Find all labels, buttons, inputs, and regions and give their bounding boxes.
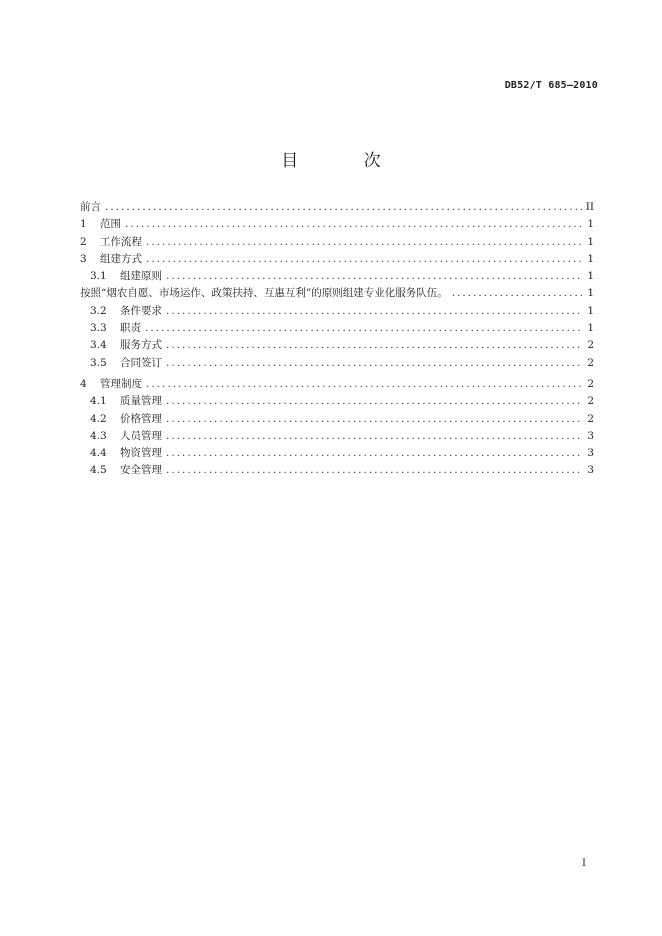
toc-entry[interactable]	[80, 285, 594, 302]
toc-leader-dots	[146, 376, 582, 393]
toc-entry[interactable]	[80, 393, 594, 410]
toc-leader-dots	[105, 199, 582, 216]
toc-entry-title: 价格管理	[120, 412, 162, 425]
toc-entry-title: 质量管理	[120, 395, 162, 408]
toc-entry-title: 工作流程	[100, 235, 142, 248]
toc-leader-dots	[452, 285, 582, 302]
toc-entry-title: 前言	[80, 201, 101, 213]
toc-entry-page: 1	[587, 322, 594, 335]
toc-entry-page: 2	[587, 377, 594, 390]
toc-entry-page: 1	[587, 270, 594, 283]
toc-entry[interactable]	[80, 268, 594, 285]
toc-leader-dots	[146, 234, 582, 251]
toc-entry-title: 安全管理	[120, 464, 162, 477]
toc-entry-page: 2	[587, 339, 594, 352]
toc-entry[interactable]	[80, 445, 594, 462]
toc-entry-number: 3.4	[90, 339, 107, 352]
toc-entry-title: 组建方式	[100, 252, 142, 265]
toc-entry-title: 范围	[100, 218, 121, 231]
toc-leader-dots	[166, 445, 582, 462]
toc-entry[interactable]	[80, 303, 594, 320]
table-of-contents	[80, 199, 594, 480]
toc-leader-dots	[166, 337, 582, 354]
toc-leader-dots	[166, 393, 582, 410]
toc-entry-page: 1	[587, 304, 594, 317]
toc-entry-page: 2	[587, 356, 594, 369]
toc-entry-page: 2	[587, 412, 594, 425]
toc-leader-dots	[166, 268, 582, 285]
toc-entry-number: 3.5	[90, 356, 107, 369]
toc-entry-title: 按照“烟农自愿、市场运作、政策扶持、互惠互利”的原则组建专业化服务队伍。	[80, 287, 448, 300]
toc-entry[interactable]	[80, 337, 594, 354]
toc-entry-page: 3	[587, 429, 594, 442]
toc-entry-number: 4.2	[90, 412, 107, 425]
toc-entry-title: 人员管理	[120, 429, 162, 442]
toc-entry[interactable]	[80, 355, 594, 372]
toc-entry-title: 物资管理	[120, 447, 162, 460]
toc-entry-page: 1	[587, 287, 594, 300]
toc-entry-number: 2	[80, 235, 87, 248]
toc-entry-page: 2	[587, 395, 594, 408]
toc-entry-page: 1	[587, 252, 594, 265]
toc-entry-number: 4.3	[90, 429, 107, 442]
toc-entry-title: 管理制度	[100, 377, 142, 390]
toc-entry-title: 组建原则	[120, 270, 162, 283]
toc-entry-page: 1	[587, 218, 594, 231]
toc-leader-dots	[146, 251, 582, 268]
toc-leader-dots	[166, 428, 582, 445]
toc-entry[interactable]	[80, 428, 594, 445]
page-number: I	[582, 858, 586, 869]
toc-entry[interactable]	[80, 320, 594, 337]
toc-entry[interactable]	[80, 376, 594, 393]
toc-entry-number: 4.4	[90, 447, 107, 460]
toc-entry-title: 职责	[120, 322, 141, 335]
toc-entry-number: 4.1	[90, 395, 107, 408]
toc-leader-dots	[145, 320, 582, 337]
toc-leader-dots	[166, 462, 582, 479]
toc-entry-number: 4	[80, 377, 87, 390]
toc-entry-number: 1	[80, 218, 87, 231]
toc-leader-dots	[166, 355, 582, 372]
toc-leader-dots	[166, 303, 582, 320]
toc-entry-page: 1	[587, 235, 594, 248]
document-code: DB52/T 685—2010	[504, 80, 598, 91]
toc-entry-title: 服务方式	[120, 339, 162, 352]
toc-entry[interactable]	[80, 251, 594, 268]
toc-entry-number: 3.2	[90, 304, 107, 317]
toc-leader-dots	[166, 411, 582, 428]
toc-title: 目 次	[281, 151, 411, 171]
toc-entry[interactable]	[80, 411, 594, 428]
toc-entry-title: 条件要求	[120, 304, 162, 317]
toc-entry[interactable]	[80, 199, 594, 216]
toc-entry[interactable]	[80, 462, 594, 479]
toc-entry-number: 3	[80, 252, 87, 265]
toc-entry-title: 合同签订	[120, 356, 162, 369]
toc-entry-page: II	[585, 201, 594, 213]
toc-entry-page: 3	[587, 464, 594, 477]
toc-entry-number: 3.3	[90, 322, 107, 335]
toc-entry-page: 3	[587, 447, 594, 460]
toc-leader-dots	[125, 216, 582, 233]
toc-entry-number: 4.5	[90, 464, 107, 477]
toc-entry[interactable]	[80, 216, 594, 233]
toc-entry[interactable]	[80, 234, 594, 251]
toc-entry-number: 3.1	[90, 270, 107, 283]
